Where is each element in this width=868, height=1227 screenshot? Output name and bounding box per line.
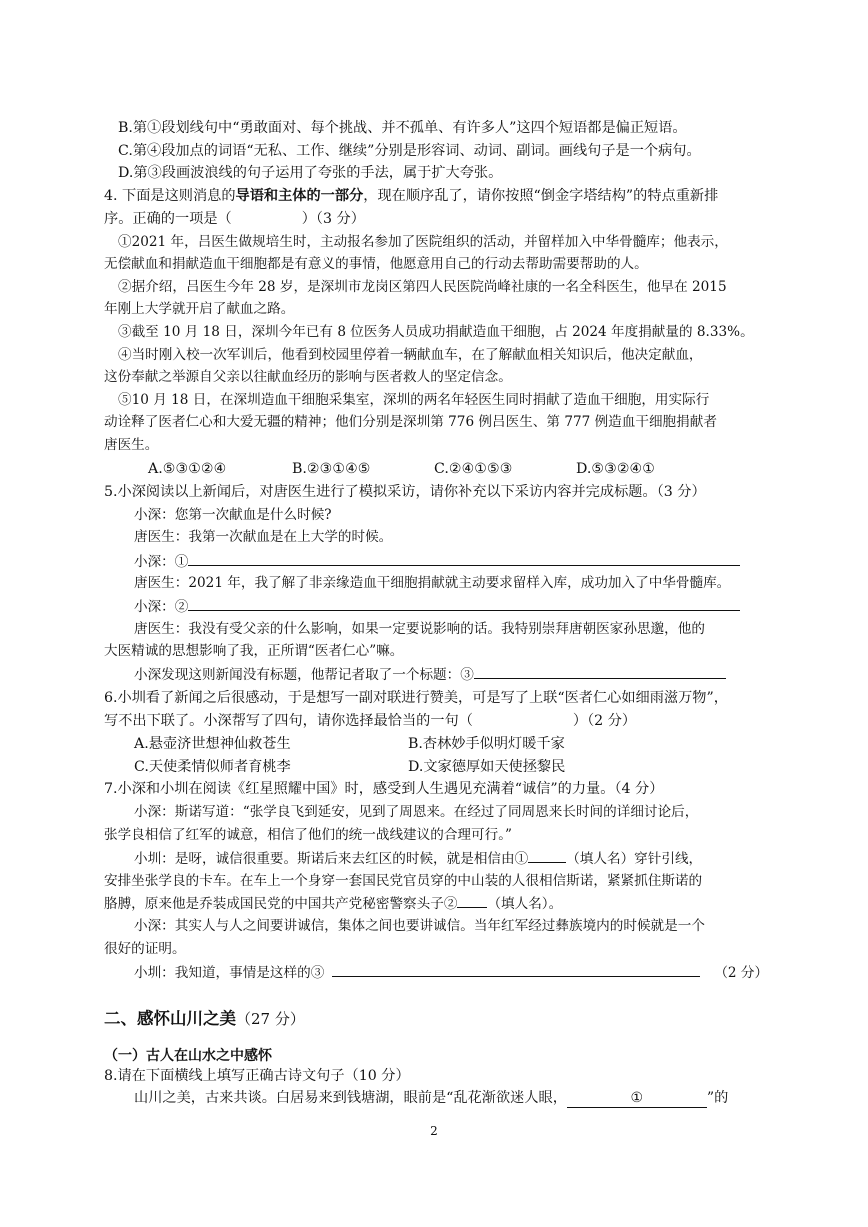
q4-sentence-1b: 无偿献血和捐献造血干细胞都是有意义的事情，他愿意用自己的行动去帮助需要帮助的人。: [104, 256, 648, 272]
q4-sentence-5b: 动诠释了医者仁心和大爱无疆的精神；他们分别是深圳第 776 例吕医生、第 777 例造血干细胞捐献者: [104, 414, 717, 430]
q3-option-b: B.第①段划线句中“勇敢面对、每个挑战、并不孤单、有许多人”这四个短语都是偏正短语。: [118, 120, 687, 136]
q5-line-7-text: 小深发现这则新闻没有标题，他帮记者取了一个标题：③: [134, 667, 474, 683]
q5-blank-2[interactable]: [188, 596, 740, 611]
q4-stem-c2: ）（3 分）: [301, 211, 365, 227]
q5-line-4: 唐医生：2021 年，我了解了非亲缘造血干细胞捐献就主动要求留样入库，成功加入了中华骨髓库。: [134, 575, 731, 591]
q7-para-2c-text: 胳膊，原来他是乔装成国民党的中国共产党秘密警察头子②: [104, 896, 458, 912]
q7-stem: 7.小深和小圳在阅读《红星照耀中国》时，感受到人生遇见充满着“诚信”的力量。（4 分）: [104, 781, 664, 797]
q4-sentence-3: ③截至 10 月 18 日，深圳今年已有 8 位医务人员成功捐献造血干细胞，占 2024 年度捐献量的 8.33%。: [118, 324, 754, 340]
q7-para-4-text: 小圳：我知道，事情是这样的③: [134, 965, 325, 981]
q5-line-5-text: 小深：②: [134, 599, 189, 615]
q5-line-6a: 唐医生：我没有受父亲的什么影响，如果一定要说影响的话。我特别崇拜唐朝医家孙思邈，他的: [134, 621, 705, 637]
q4-sentence-4a: ④当时刚入校一次军训后，他看到校园里停着一辆献血车，在了解献血相关知识后，他决定献血，: [118, 347, 703, 363]
q8-line-a-text: 山川之美，古来共谈。白居易来到钱塘湖，眼前是“乱花渐欲迷人眼，: [134, 1090, 567, 1106]
q4-sentence-2a: ②据介绍，吕医生今年 28 岁，是深圳市龙岗区第四人民医院尚峰社康的一名全科医生，他早在 2015: [118, 279, 727, 295]
q7-para-2a: [134, 848, 702, 869]
q6-option-c[interactable]: C.天使柔情似师者育桃李: [134, 759, 291, 775]
q6-stem-c: ）（2 分）: [572, 713, 637, 729]
q7-para-2c: [104, 893, 562, 914]
q4-sentence-1a: ①2021 年，吕医生做规培生时，主动报名参加了医院组织的活动，并留样加入中华骨髓库；他表示，: [118, 234, 728, 250]
section-2-heading-line: [104, 1005, 305, 1029]
q5-stem: 5.小深阅读以上新闻后，对唐医生进行了模拟采访，请你补充以下采访内容并完成标题。（3 分）: [104, 484, 706, 500]
q7-blank-2[interactable]: [457, 893, 487, 908]
q7-para-1b: 张学良相信了红军的诚意，相信了他们的统一战线建议的合理可行。”: [104, 827, 512, 843]
q7-para-2a-tail: （填人名）穿针引线，: [566, 851, 703, 867]
q4-stem-c1: 序。正确的一项是（: [104, 211, 232, 227]
q5-line-3-text: 小深：①: [134, 554, 189, 570]
q7-blank-1[interactable]: [528, 848, 566, 863]
section-2-score: （27 分）: [236, 1010, 305, 1028]
q6-option-d[interactable]: D.文家德厚如天使拯黎民: [408, 759, 566, 775]
q6-stem-b: 写不出下联了。小深帮写了四句，请你选择最恰当的一句（: [104, 713, 473, 729]
section-2-heading: 二、感怀山川之美: [104, 1009, 236, 1028]
q5-line-1: 小深：您第一次献血是什么时候?: [134, 507, 332, 523]
q5-line-6b: 大医精诚的思想影响了我，正所谓“医者仁心”嘛。: [104, 643, 404, 659]
q4-stem-line1: [104, 186, 718, 206]
q7-para-2c-tail: （填人名）。: [487, 896, 563, 912]
q5-line-3: [134, 551, 740, 572]
q4-stem-a: 4. 下面是这则消息的: [104, 188, 236, 204]
subsection-1-heading: （一）古人在山水之中感怀: [104, 1048, 272, 1064]
q7-para-4: [134, 962, 768, 983]
q8-line-a: [134, 1088, 728, 1108]
q6-option-b[interactable]: B.杏林妙手似明灯暖千家: [408, 736, 565, 752]
page-number: 2: [430, 1124, 438, 1138]
q4-stem-b: ，现在顺序乱了，请你按照“倒金字塔结构”的特点重新排: [363, 188, 719, 204]
q4-sentence-5c: 唐医生。: [104, 437, 159, 453]
q8-stem: 8.请在下面横线上填写正确古诗文句子（10 分）: [104, 1068, 410, 1084]
q4-option-d[interactable]: D.⑤③②④①: [576, 461, 655, 477]
q8-line-a-end: ”的: [706, 1090, 729, 1106]
q3-option-d: D.第③段画波浪线的句子运用了夸张的手法，属于扩大夸张。: [118, 165, 503, 181]
q4-option-c[interactable]: C.②④①⑤③: [434, 461, 513, 477]
q5-blank-1[interactable]: [188, 551, 740, 566]
q4-stem-bold: 导语和主体的一部分: [235, 188, 364, 204]
q7-para-3b: 很好的证明。: [104, 941, 186, 957]
q4-option-a[interactable]: A.⑤③①②④: [148, 461, 227, 477]
q4-sentence-2b: 年刚上大学就开启了献血之路。: [104, 301, 295, 317]
q3-option-c: C.第④段加点的词语“无私、工作、继续”分别是形容词、动词、副词。画线句子是一个病句。: [118, 143, 701, 159]
q4-sentence-4b: 这份奉献之举源自父亲以往献血经历的影响与医者救人的坚定信念。: [104, 369, 512, 385]
q6-option-a[interactable]: A.悬壶济世想神仙救苍生: [134, 736, 291, 752]
q7-para-2b: 安排坐张学良的卡车。在车上一个身穿一套国民党官员穿的中山装的人很相信斯诺，紧紧抓住斯诺的: [104, 873, 703, 889]
q4-sentence-5a: ⑤10 月 18 日，在深圳造血干细胞采集室，深圳的两名年轻医生同时捐献了造血干细胞，用实际行: [118, 392, 710, 408]
q8-blank-1-label: ①: [630, 1090, 644, 1106]
q8-blank-1[interactable]: [567, 1091, 707, 1108]
q5-line-5: [134, 596, 740, 617]
q7-para-1a: 小深：斯诺写道：“张学良飞到延安，见到了周恩来。在经过了同周恩来长时间的详细讨论后，: [134, 804, 699, 820]
q7-blank-3[interactable]: [332, 962, 700, 977]
q4-stem-line2: [104, 209, 365, 229]
q5-line-2: 唐医生：我第一次献血是在上大学的时候。: [134, 529, 393, 545]
q7-para-4-score: （2 分）: [714, 965, 769, 981]
q5-line-7: [134, 664, 726, 685]
q5-blank-3[interactable]: [474, 664, 726, 679]
q6-stem-a: 6.小圳看了新闻之后很感动，于是想写一副对联进行赞美，可是写了上联“医者仁心如细雨滋万物”，: [104, 690, 728, 706]
q6-stem-b-line: [104, 711, 636, 731]
q7-para-2a-text: 小圳：是呀，诚信很重要。斯诺后来去红区的时候，就是相信由①: [134, 851, 529, 867]
q4-option-b[interactable]: B.②③①④⑤: [292, 461, 371, 477]
q7-para-3a: 小深：其实人与人之间要讲诚信，集体之间也要讲诚信。当年红军经过彝族境内的时候就是一个: [134, 918, 705, 934]
